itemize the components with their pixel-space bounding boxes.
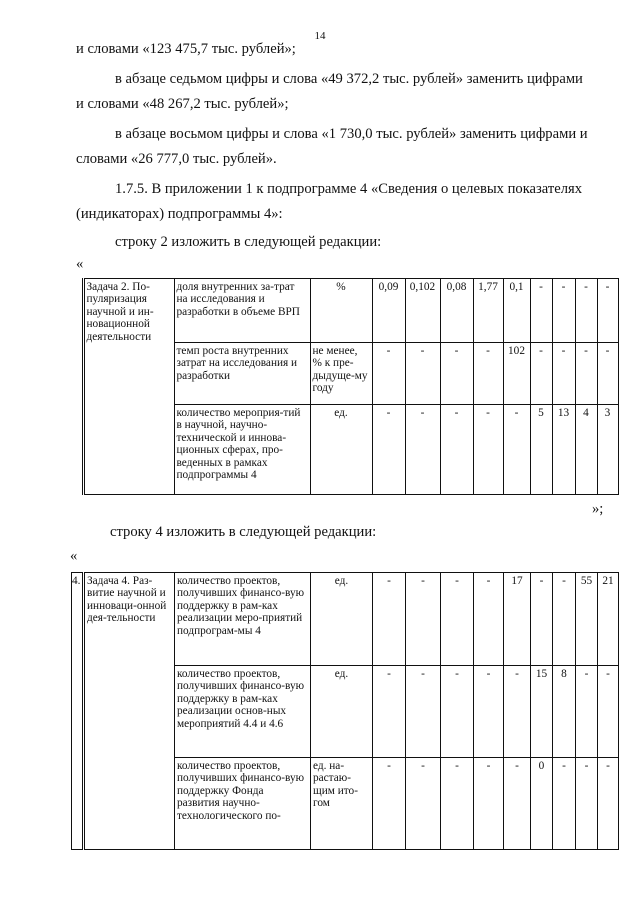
- task-cell: Задача 4. Раз-витие научной и инноваци-онной дея-тельности: [84, 573, 175, 850]
- value-cell: -: [441, 758, 474, 850]
- value-cell: -: [406, 666, 441, 758]
- value-cell: -: [504, 666, 531, 758]
- value-cell: 0,102: [405, 279, 440, 343]
- value-cell: 15: [531, 666, 553, 758]
- unit-cell: не менее, % к пре-дыдуще-му году: [310, 343, 372, 405]
- value-cell: -: [575, 279, 597, 343]
- value-cell: -: [597, 279, 618, 343]
- value-cell: -: [553, 573, 576, 666]
- value-cell: -: [552, 279, 575, 343]
- close-quote: »;: [592, 501, 604, 517]
- value-cell: -: [405, 343, 440, 405]
- value-cell: 4: [575, 405, 597, 495]
- open-quote: «: [76, 256, 84, 272]
- value-cell: 3: [597, 405, 618, 495]
- value-cell: 0: [531, 758, 553, 850]
- value-cell: 0,09: [372, 279, 405, 343]
- value-cell: 0,1: [503, 279, 530, 343]
- value-cell: 102: [503, 343, 530, 405]
- value-cell: -: [372, 405, 405, 495]
- value-cell: -: [504, 758, 531, 850]
- value-cell: -: [441, 666, 474, 758]
- indicator-cell: темп роста внутренних затрат на исследования и разработки: [174, 343, 310, 405]
- unit-cell: %: [310, 279, 372, 343]
- value-cell: -: [473, 343, 503, 405]
- value-cell: 13: [552, 405, 575, 495]
- paragraph-line: в абзаце седьмом цифры и слова «49 372,2 тыс. рублей» заменить цифрами: [115, 71, 583, 87]
- unit-cell: ед.: [311, 573, 373, 666]
- number-cell: 4.: [72, 573, 84, 850]
- unit-cell: ед.: [310, 405, 372, 495]
- paragraph-line: 1.7.5. В приложении 1 к подпрограмме 4 «Сведения о целевых показателях: [115, 181, 583, 197]
- value-cell: -: [441, 573, 474, 666]
- paragraph-line: (индикаторах) подпрограммы 4»:: [76, 206, 283, 222]
- paragraph-line: строку 4 изложить в следующей редакции:: [110, 524, 377, 540]
- value-cell: -: [406, 573, 441, 666]
- task-cell: Задача 2. По-пуляризация научной и ин-новационной деятельности: [83, 279, 174, 495]
- value-cell: 5: [530, 405, 552, 495]
- page-number: 14: [314, 30, 326, 42]
- paragraph-line: и словами «48 267,2 тыс. рублей»;: [76, 96, 289, 112]
- value-cell: -: [530, 279, 552, 343]
- indicator-table-row4: [71, 572, 619, 850]
- paragraph-line: и словами «123 475,7 тыс. рублей»;: [76, 41, 296, 57]
- value-cell: -: [406, 758, 441, 850]
- value-cell: -: [474, 573, 504, 666]
- value-cell: -: [503, 405, 530, 495]
- value-cell: -: [440, 405, 473, 495]
- table-row: [72, 573, 619, 666]
- value-cell: 55: [576, 573, 598, 666]
- paragraph-line: в абзаце восьмом цифры и слова «1 730,0 тыс. рублей» заменить цифрами и: [115, 126, 588, 142]
- value-cell: -: [576, 666, 598, 758]
- value-cell: 17: [504, 573, 531, 666]
- value-cell: -: [405, 405, 440, 495]
- paragraph-line: строку 2 изложить в следующей редакции:: [115, 234, 382, 250]
- value-cell: 21: [598, 573, 619, 666]
- value-cell: -: [552, 343, 575, 405]
- table-row: [71, 279, 618, 343]
- value-cell: -: [473, 405, 503, 495]
- number-cell: [71, 279, 83, 495]
- value-cell: 1,77: [473, 279, 503, 343]
- value-cell: -: [598, 758, 619, 850]
- value-cell: -: [474, 758, 504, 850]
- value-cell: -: [598, 666, 619, 758]
- value-cell: -: [576, 758, 598, 850]
- paragraph-line: словами «26 777,0 тыс. рублей».: [76, 151, 277, 167]
- indicator-cell: количество проектов, получивших финансо-вую поддержку Фонда развития научно-технологического по-: [175, 758, 311, 850]
- value-cell: -: [531, 573, 553, 666]
- value-cell: -: [530, 343, 552, 405]
- value-cell: -: [597, 343, 618, 405]
- value-cell: -: [474, 666, 504, 758]
- unit-cell: ед.: [311, 666, 373, 758]
- open-quote: «: [70, 548, 78, 564]
- value-cell: -: [372, 343, 405, 405]
- indicator-cell: доля внутренних за-трат на исследования и разработки в объеме ВРП: [174, 279, 310, 343]
- value-cell: -: [373, 758, 406, 850]
- value-cell: -: [553, 758, 576, 850]
- value-cell: -: [373, 666, 406, 758]
- value-cell: 0,08: [440, 279, 473, 343]
- unit-cell: ед. на-растаю-щим ито-гом: [311, 758, 373, 850]
- value-cell: -: [373, 573, 406, 666]
- indicator-cell: количество проектов, получивших финансо-вую поддержку в рам-ках реализации основ-ных мероприятий 4.4 и 4.6: [175, 666, 311, 758]
- indicator-table-row2: [71, 278, 619, 495]
- indicator-cell: количество проектов, получивших финансо-вую поддержку в рам-ках реализации меро-приятий подпрограм-мы 4: [175, 573, 311, 666]
- value-cell: -: [575, 343, 597, 405]
- indicator-cell: количество мероприя-тий в научной, научно-технической и иннова-ционных сферах, про-веденных в рамках подпрограммы 4: [174, 405, 310, 495]
- value-cell: 8: [553, 666, 576, 758]
- value-cell: -: [440, 343, 473, 405]
